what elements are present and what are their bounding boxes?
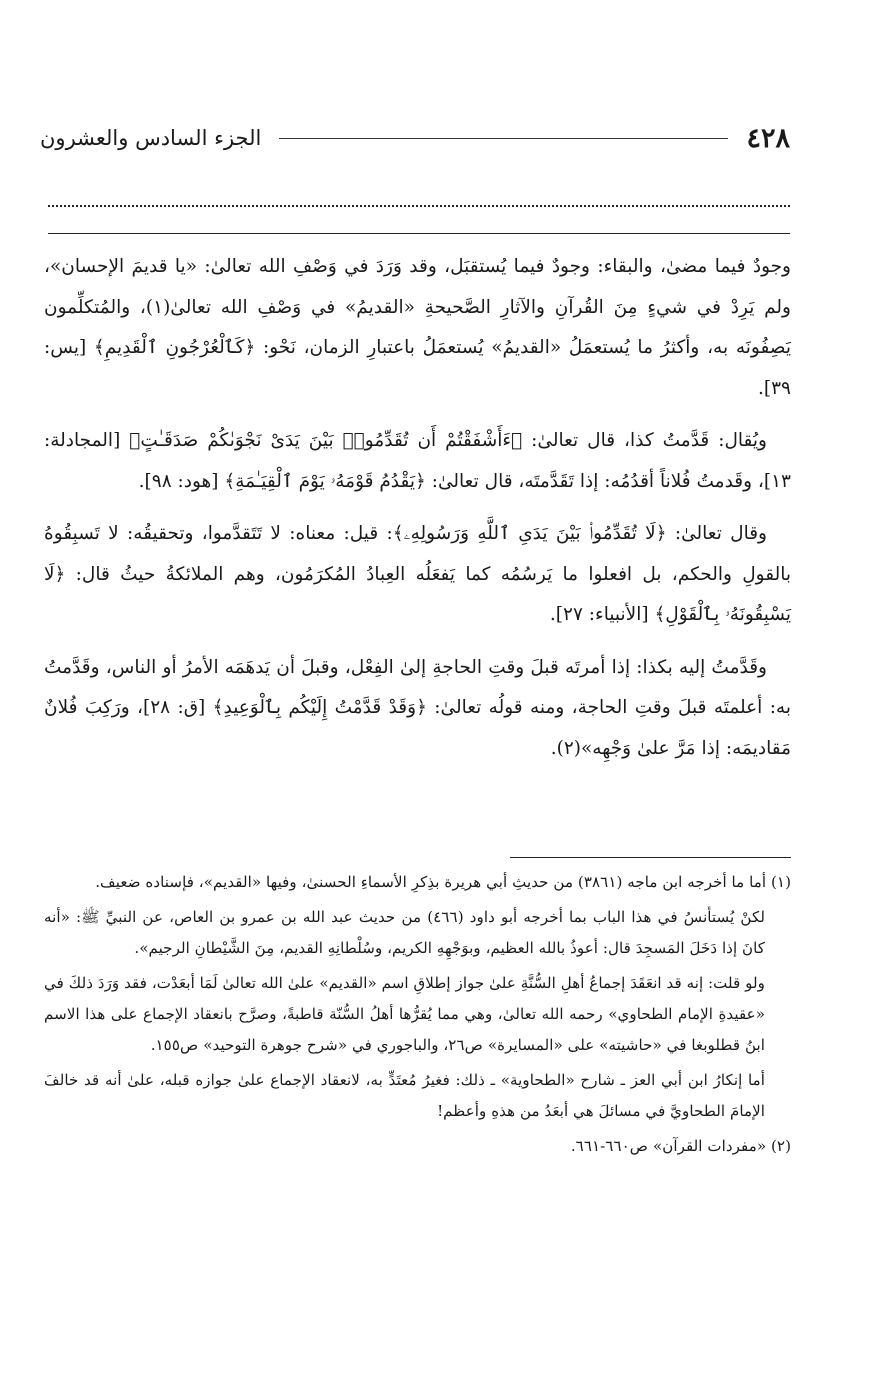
- solid-separator: [48, 233, 790, 234]
- part-title: الجزء السادس والعشرون: [40, 126, 262, 150]
- dotted-separator: [48, 205, 790, 207]
- paragraph: ويُقال: قَدَّمتُ كذا، قال تعالىٰ: ﴿ءَأَشْفَقْتُمْ أَن تُقَدِّمُوا۟ بَيْنَ يَدَىْ نَجْوَىٰكُمْ صَدَقَـٰتٍ﴾ [المجادلة: ١٣]، وقَدمتُ فُلاناً أقدُمُه: إذا تَقَدَّمتَه، قال تعالىٰ: ﴿يَقْدُمُ قَوْمَهُۥ يَوْمَ ٱلْقِيَـٰمَةِ﴾ [هود: ٩٨].: [44, 430, 791, 492]
- main-text: [44, 247, 791, 781]
- header-rule: [279, 138, 728, 139]
- running-header: [40, 118, 790, 158]
- paragraph: وقَدَّمتُ إليه بكذا: إذا أمرتَه قبلَ وقتِ الحاجةِ إلىٰ الفِعْل، وقبلَ أن يَدهَمَه الأمرُ أو الناس، وقَدَّمتُ به: أعلمتَه قبلَ وقتِ الحاجة، ومنه قولُه تعالىٰ: ﴿وَقَدْ قَدَّمْتُ إِلَيْكُم بِٱلْوَعِيدِ﴾ [ق: ٢٨]، ورَكِبَ فُلانٌ مَقاديمَه: إذا مَرَّ علىٰ وَجْهِه»(٢).: [44, 656, 791, 759]
- footnote-continuation: لكنْ يُستأنسُ في هذا الباب بما أخرجه أبو داود (٤٦٦) من حديث عبد الله بن عمرو بن العاص، عن النبيِّ ﷺ: «أنه كانَ إذا دَخَلَ المَسجِدَ قال: أعوذُ بالله العظيم، وبوَجْهِهِ الكريم، وسُلْطانِهِ القديم، مِنَ الشَّيْطانِ الرجيم».: [44, 908, 765, 957]
- footnotes: [44, 867, 791, 1166]
- footnote-separator: [510, 857, 791, 858]
- footnote: (٢) «مفردات القرآن» ص٦٦٠-٦٦١.: [570, 1137, 791, 1155]
- paragraph: وقال تعالىٰ: ﴿لَا تُقَدِّمُوا۟ بَيْنَ يَدَىِ ٱللَّهِ وَرَسُولِهِۦ﴾: قيل: معناه: لا تَتَقدَّموا، وتحقيقُه: لا تَسبِقُوهُ بالقولِ والحكم، بل افعلوا ما يَرسُمُه كما يَفعَلُه العِبادُ المُكرَمُون، وهم الملائكةُ حيثُ قال: ﴿لَا يَسْبِقُونَهُۥ بِٱلْقَوْلِ﴾ [الأنبياء: ٢٧].: [44, 523, 791, 625]
- paragraph: وجودٌ فيما مضىٰ، والبقاء: وجودٌ فيما يُستقبَل، وقد وَرَدَ في وَصْفِ الله تعالىٰ: «يا قديمَ الإحسان»، ولم يَرِدْ في شيءٍ مِنَ القُرآنِ والآثارِ الصَّحيحةِ «القديمُ» في وَصْفِ الله تعالىٰ(١)، والمُتكلِّمون يَصِفُونَه به، وأكثرُ ما يُستعمَلُ «القديمُ» يُستعمَلُ باعتبارِ الزمان، نَحْو: ﴿كَٱلْعُرْجُونِ ٱلْقَدِيمِ﴾ [يس: ٣٩].: [44, 256, 791, 399]
- page-number: ٤٢٨: [746, 122, 790, 154]
- footnote-continuation: أما إنكارُ ابن أبي العز ـ شارح «الطحاوية» ـ ذلك: فغيرُ مُعتَدٍّ به، لانعقاد الإجماع علىٰ جوازه قبله، علىٰ أنه قد خالفَ الإمامَ الطحاويَّ في مسائلَ هي أبعَدُ من هذهِ وأعظم!: [44, 1071, 765, 1120]
- footnote-continuation: ولو قلت: إنه قد انعَقَدَ إجماعُ أهلِ السُّنَّةِ علىٰ جواز إطلاقِ اسم «القديم» علىٰ الله تعالىٰ لَمَا أبعَدْت، فقد وَرَدَ ذلكَ في «عقيدةِ الإمام الطحاوي» رحمه الله تعالىٰ، وهي مما يُقرُّها أهلُ السُّنّة قاطبةً، وصرَّح بانعقاد الإجماع على هذا الاسم ابنُ قطلوبغا في «حاشيته» على «المسايرة» ص٢٦، والباجوري في «شرح جوهرة التوحيد» ص١٥٥.: [44, 974, 765, 1054]
- footnote: (١) أما ما أخرجه ابن ماجه (٣٨٦١) من حديثِ أبي هريرة بذِكرِ الأسماءِ الحسنىٰ، وفيها «القديم»، فإسناده ضعيف.: [95, 873, 791, 891]
